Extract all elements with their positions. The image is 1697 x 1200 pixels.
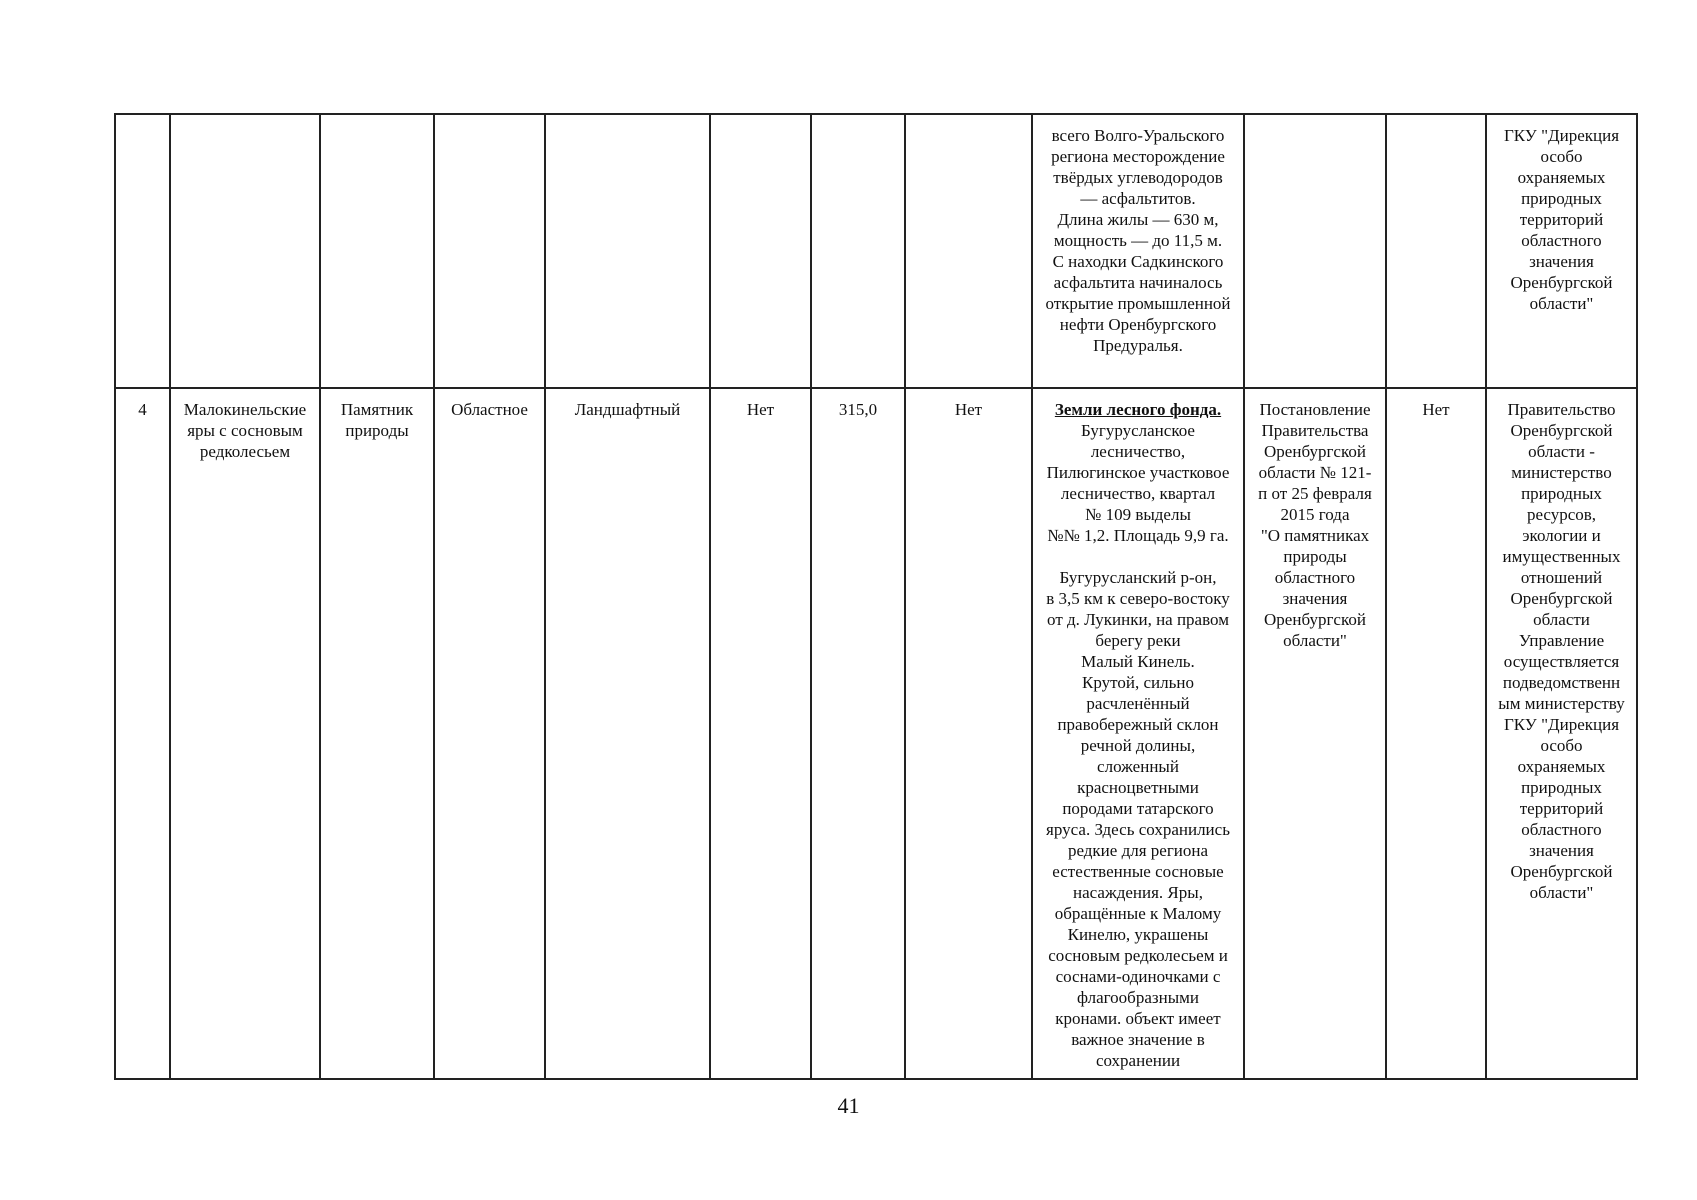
cell-other: Нет bbox=[1386, 388, 1486, 1079]
cell-category bbox=[320, 114, 434, 388]
cell-profile: Ландшафтный bbox=[545, 388, 710, 1079]
cell-authority: Правительство Оренбургской области - министерство природных ресурсов, экологии и имущественных отношений Оренбургской области Управление осуществляется подведомственн ым министерству ГКУ "Дирекция особо охраняемых природных территорий областного значения Оренбургской области" bbox=[1486, 388, 1637, 1079]
cell-status-2: Нет bbox=[905, 388, 1032, 1079]
cell-status-1 bbox=[710, 114, 811, 388]
table-row bbox=[115, 114, 1637, 388]
location-heading: Земли лесного фонда. bbox=[1054, 400, 1222, 419]
cell-name bbox=[170, 114, 320, 388]
cell-area: 315,0 bbox=[811, 388, 905, 1079]
cell-document: Постановление Правительства Оренбургской области № 121- п от 25 февраля 2015 года "О памятниках природы областного значения Оренбургской области" bbox=[1244, 388, 1386, 1079]
cell-location bbox=[1032, 388, 1244, 1079]
cell-number: 4 bbox=[115, 388, 170, 1079]
cell-status-2 bbox=[905, 114, 1032, 388]
page-number: 41 bbox=[837, 1093, 860, 1118]
cell-significance: Областное bbox=[434, 388, 545, 1079]
cell-authority: ГКУ "Дирекция особо охраняемых природных территорий областного значения Оренбургской области" bbox=[1486, 114, 1637, 388]
location-description: Бугурусланское лесничество, Пилюгинское участковое лесничество, квартал № 109 выделы №№ 1,2. Площадь 9,9 га. Бугурусланский р-он, в 3,5 км к северо-востоку от д. Лукинки, на правом берегу реки Малый Кинель. Крутой, сильно расчленённый правобережный склон речной долины, сложенный красноцветными породами татарского яруса. Здесь сохранились редкие для региона естественные сосновые насаждения. Яры, обращённые к Малому Кинелю, украшены сосновым редколесьем и соснами-одиночками с флагообразными кронами. объект имеет важное значение в сохранении bbox=[1046, 421, 1230, 1070]
cell-number bbox=[115, 114, 170, 388]
cell-status-1: Нет bbox=[710, 388, 811, 1079]
cell-name: Малокинельские яры с сосновым редколесьем bbox=[170, 388, 320, 1079]
protected-areas-table bbox=[114, 113, 1638, 1080]
cell-profile bbox=[545, 114, 710, 388]
cell-other bbox=[1386, 114, 1486, 388]
cell-significance bbox=[434, 114, 545, 388]
cell-document bbox=[1244, 114, 1386, 388]
protected-areas-table-wrap bbox=[114, 113, 1636, 1080]
cell-location: всего Волго-Уральского региона месторождение твёрдых углеводородов — асфальтитов. Длина жилы — 630 м, мощность — до 11,5 м. С находки Садкинского асфальтита начиналось открытие промышленной нефти Оренбургского Предуралья. bbox=[1032, 114, 1244, 388]
table-row bbox=[115, 388, 1637, 1079]
cell-category: Памятник природы bbox=[320, 388, 434, 1079]
cell-area bbox=[811, 114, 905, 388]
